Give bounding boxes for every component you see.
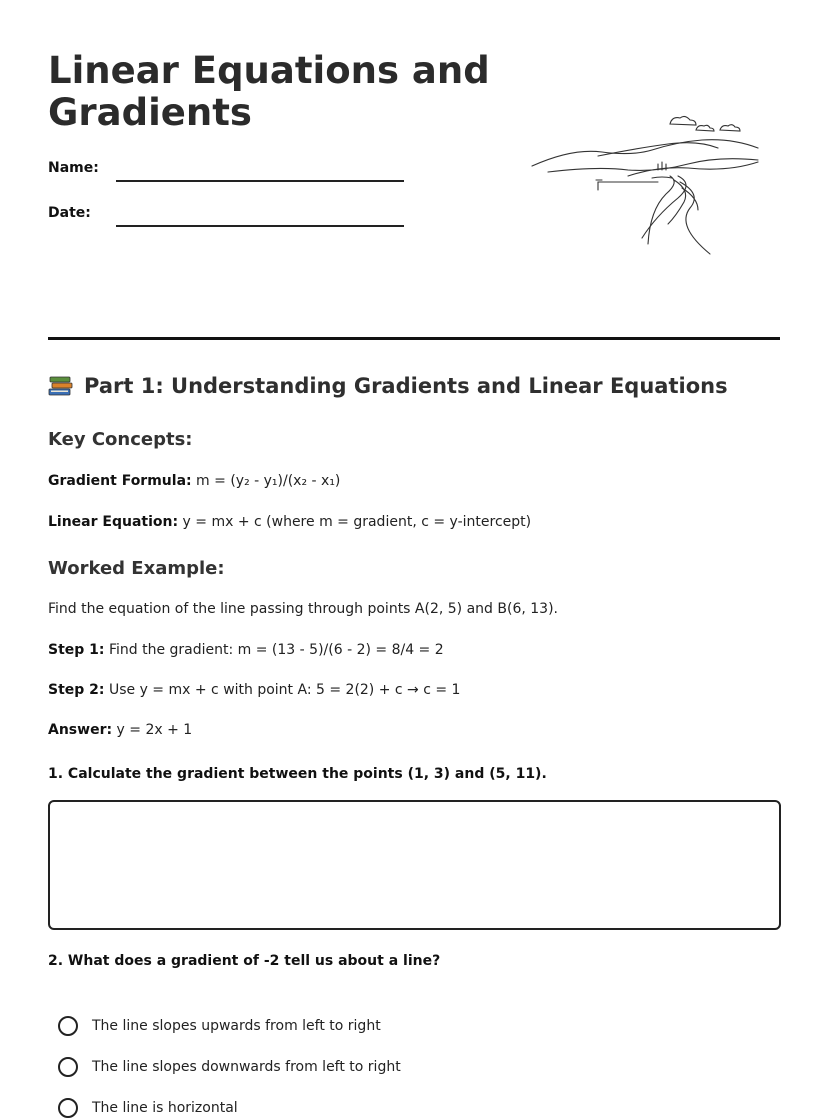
step-1 <box>48 642 444 658</box>
question-2-option-2[interactable] <box>58 1057 401 1077</box>
gradient-formula <box>48 473 340 489</box>
date-label: Date: <box>48 205 91 221</box>
title-line-1: Linear Equations and <box>48 49 490 92</box>
question-1-answer-box[interactable] <box>48 800 781 930</box>
date-line[interactable] <box>116 225 404 227</box>
step-1-label: Step 1: <box>48 642 105 658</box>
gradient-formula-text: m = (y₂ - y₁)/(x₂ - x₁) <box>191 473 341 489</box>
name-label: Name: <box>48 160 99 176</box>
worked-example-heading: Worked Example: <box>48 558 225 579</box>
books-icon <box>48 374 74 398</box>
linear-equation-text: y = mx + c (where m = gradient, c = y-intercept) <box>178 514 532 530</box>
question-2: 2. What does a gradient of -2 tell us about a line? <box>48 953 441 969</box>
step-2-text: Use y = mx + c with point A: 5 = 2(2) + c → c = 1 <box>104 682 461 698</box>
question-2-option-1[interactable] <box>58 1016 381 1036</box>
key-concepts-heading: Key Concepts: <box>48 429 193 450</box>
answer-label: Answer: <box>48 722 113 738</box>
option-label: The line slopes downwards from left to right <box>92 1059 401 1075</box>
linear-equation <box>48 514 531 530</box>
linear-equation-label: Linear Equation: <box>48 514 179 530</box>
worksheet-title <box>48 50 518 134</box>
option-label: The line is horizontal <box>92 1100 238 1116</box>
step-2 <box>48 682 460 698</box>
example-prompt: Find the equation of the line passing through points A(2, 5) and B(6, 13). <box>48 601 558 617</box>
part-1-title: Part 1: Understanding Gradients and Linear Equations <box>84 374 728 398</box>
step-2-label: Step 2: <box>48 682 105 698</box>
gradient-formula-label: Gradient Formula: <box>48 473 192 489</box>
radio-button[interactable] <box>58 1098 78 1118</box>
question-2-option-3[interactable] <box>58 1098 238 1118</box>
answer <box>48 722 192 738</box>
landscape-sketch-icon <box>528 108 760 258</box>
radio-button[interactable] <box>58 1016 78 1036</box>
name-line[interactable] <box>116 180 404 182</box>
radio-button[interactable] <box>58 1057 78 1077</box>
section-divider <box>48 337 780 340</box>
step-1-text: Find the gradient: m = (13 - 5)/(6 - 2) = 8/4 = 2 <box>104 642 444 658</box>
answer-text: y = 2x + 1 <box>112 722 193 738</box>
option-label: The line slopes upwards from left to right <box>92 1018 381 1034</box>
part-1-heading <box>48 374 728 398</box>
title-line-2: Gradients <box>48 91 252 134</box>
question-1: 1. Calculate the gradient between the points (1, 3) and (5, 11). <box>48 766 547 782</box>
